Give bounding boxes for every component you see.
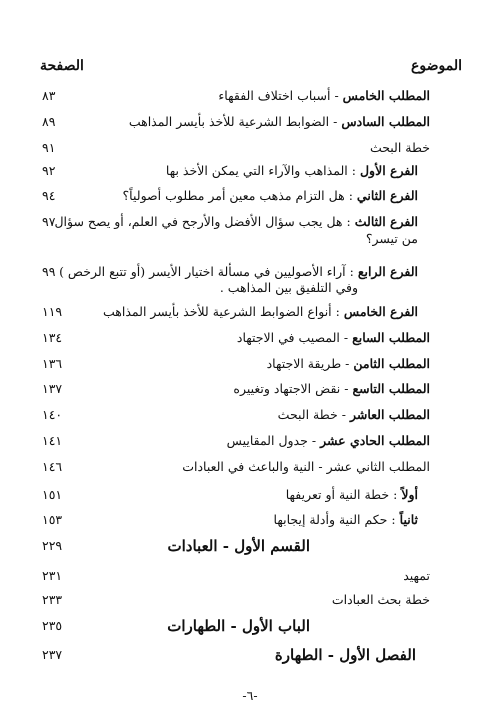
toc-entry (182, 459, 430, 475)
toc-entry-separator: : (348, 188, 353, 203)
toc-entry-separator: - (344, 381, 349, 396)
toc-entry-label: المطلب السادس (341, 114, 430, 129)
toc-entry-title: خطة بحث العبادات (331, 592, 430, 607)
toc-entry-title: خطة البحث (369, 140, 430, 155)
toc-entry-separator: - (318, 459, 323, 474)
toc-entry-title: نقض الاجتهاد وتغييره (233, 381, 341, 396)
toc-entry-title: النية والباعث في العبادات (182, 459, 315, 474)
toc-page-number: ١٤٠ (42, 407, 63, 422)
toc-entry-label: المطلب الثاني عشر (326, 459, 430, 474)
toc-entry (103, 304, 418, 320)
toc-page-number: ١١٩ (42, 304, 63, 319)
toc-page-number: ٢٣٥ (42, 618, 63, 633)
toc-page-number: ١٣٧ (42, 381, 63, 396)
topic-column-heading: الموضوع (411, 58, 462, 74)
toc-entry-separator: - (333, 114, 338, 129)
toc-entry-title: الضوابط الشرعية للأخذ بأيسر المذاهب (128, 114, 330, 129)
toc-entry-label: المطلب الحادي عشر (320, 433, 430, 448)
toc-entry (218, 88, 430, 104)
toc-entry-label: المطلب التاسع (352, 381, 430, 396)
toc-entry-separator: - (334, 88, 339, 103)
toc-entry-title: المصيب في الاجتهاد (236, 330, 340, 345)
toc-entry-separator: : (351, 163, 356, 178)
section-heading: القسم الأول - العبادات (167, 537, 310, 555)
toc-entry-title: هل التزام مذهب معين أمر مطلوب أصولياً؟ (122, 188, 345, 203)
toc-entry (227, 433, 430, 449)
chapter-heading: الباب الأول - الطهارات (167, 617, 310, 635)
toc-entry (54, 214, 418, 230)
toc-entry-separator: : (349, 264, 354, 279)
toc-entry-label: أولاً (401, 487, 418, 502)
toc-entry-separator: - (341, 407, 346, 422)
toc-entry-separator: : (393, 487, 398, 502)
toc-page-number: ٢٣١ (42, 568, 63, 583)
toc-entry-title-line2: من تيسر؟ (365, 231, 418, 246)
toc-entry-label: المطلب السابع (352, 330, 430, 345)
toc-page-number: ٩٤ (42, 188, 56, 203)
toc-entry-title: حكم النية وأدلة إيجابها (273, 512, 388, 527)
toc-entry-separator: - (311, 433, 317, 448)
toc-entry (237, 330, 430, 346)
toc-page-number: ١٥١ (42, 487, 63, 502)
toc-page-number: ١٣٤ (42, 330, 63, 345)
toc-page-number: ١٥٣ (42, 512, 63, 527)
toc-page-number: ٩٢ (42, 163, 56, 178)
toc-entry-title-line2: وفي التلفيق بين المذاهب . (219, 280, 358, 295)
toc-entry-separator: - (343, 330, 349, 345)
toc-entry-separator: : (335, 304, 340, 319)
toc-page-number: ١٤١ (42, 433, 63, 448)
toc-entry (278, 407, 430, 423)
toc-entry-label: الفرع الرابع (357, 264, 418, 279)
toc-entry-label: المطلب الخامس (342, 88, 430, 103)
subsection-heading: الفصل الأول - الطهارة (274, 646, 416, 664)
toc-page-number: ٨٣ (42, 88, 56, 103)
toc-entry (370, 140, 430, 156)
page-footer-number: -٦- (242, 688, 258, 703)
toc-entry (166, 163, 418, 179)
toc-entry-label: المطلب العاشر (349, 407, 430, 422)
toc-page-number: ١٣٦ (42, 356, 63, 371)
toc-page-number: ٩٩ (42, 264, 56, 279)
toc-entry (403, 568, 430, 584)
toc-header (40, 58, 462, 80)
toc-entry-title: هل يجب سؤال الأفضل والأرجح في العلم، أو يصح سؤال (54, 214, 343, 229)
toc-entry-continuation (366, 231, 418, 247)
toc-entry-label: المطلب الثامن (353, 356, 430, 371)
toc-entry (274, 512, 418, 528)
toc-page-number: ١٤٦ (42, 459, 63, 474)
toc-entry (332, 592, 430, 608)
toc-entry-label: الفرع الخامس (343, 304, 418, 319)
toc-entry-title: تمهيد (403, 568, 430, 583)
toc-entry-label: الفرع الثاني (356, 188, 418, 203)
page-column-heading: الصفحة (40, 58, 84, 74)
toc-entry-label: ثانياً (399, 512, 418, 527)
toc-page-number: ٩٧ (42, 214, 56, 229)
toc-entry-separator: - (345, 356, 350, 371)
toc-page-number: ٢٣٧ (42, 647, 63, 662)
toc-entry-separator: : (346, 214, 351, 229)
toc-page-number: ٩١ (42, 140, 56, 155)
toc-entry-title: خطة النية أو تعريفها (285, 487, 390, 502)
toc-entry-label: الفرع الأول (359, 163, 418, 178)
toc-entry-label: الفرع الثالث (354, 214, 418, 229)
toc-entry-title: خطة البحث (277, 407, 338, 422)
toc-entry (233, 381, 430, 397)
toc-entry-title: المذاهب والآراء التي يمكن الأخذ بها (165, 163, 348, 178)
toc-entry-title: أنواع الضوابط الشرعية للأخذ بأيسر المذاهب (103, 304, 332, 319)
toc-entry-title: أسباب اختلاف الفقهاء (218, 88, 331, 103)
toc-page-number: ٨٩ (42, 114, 56, 129)
toc-entry (286, 487, 418, 503)
toc-entry (129, 114, 430, 130)
toc-page-number: ٢٢٩ (42, 538, 63, 553)
toc-page-number: ٢٣٣ (42, 592, 63, 607)
toc-entry-continuation (220, 280, 358, 296)
toc-entry-title: آراء الأصوليين في مسألة اختيار الأيسر (أو تتبع الرخص ) (59, 264, 346, 279)
toc-entry-title: طريقة الاجتهاد (266, 356, 342, 371)
toc-entry (59, 264, 418, 280)
toc-entry (123, 188, 418, 204)
toc-entry-title: جدول المقاييس (226, 433, 308, 448)
toc-entry (267, 356, 430, 372)
toc-entry-separator: : (391, 512, 396, 527)
